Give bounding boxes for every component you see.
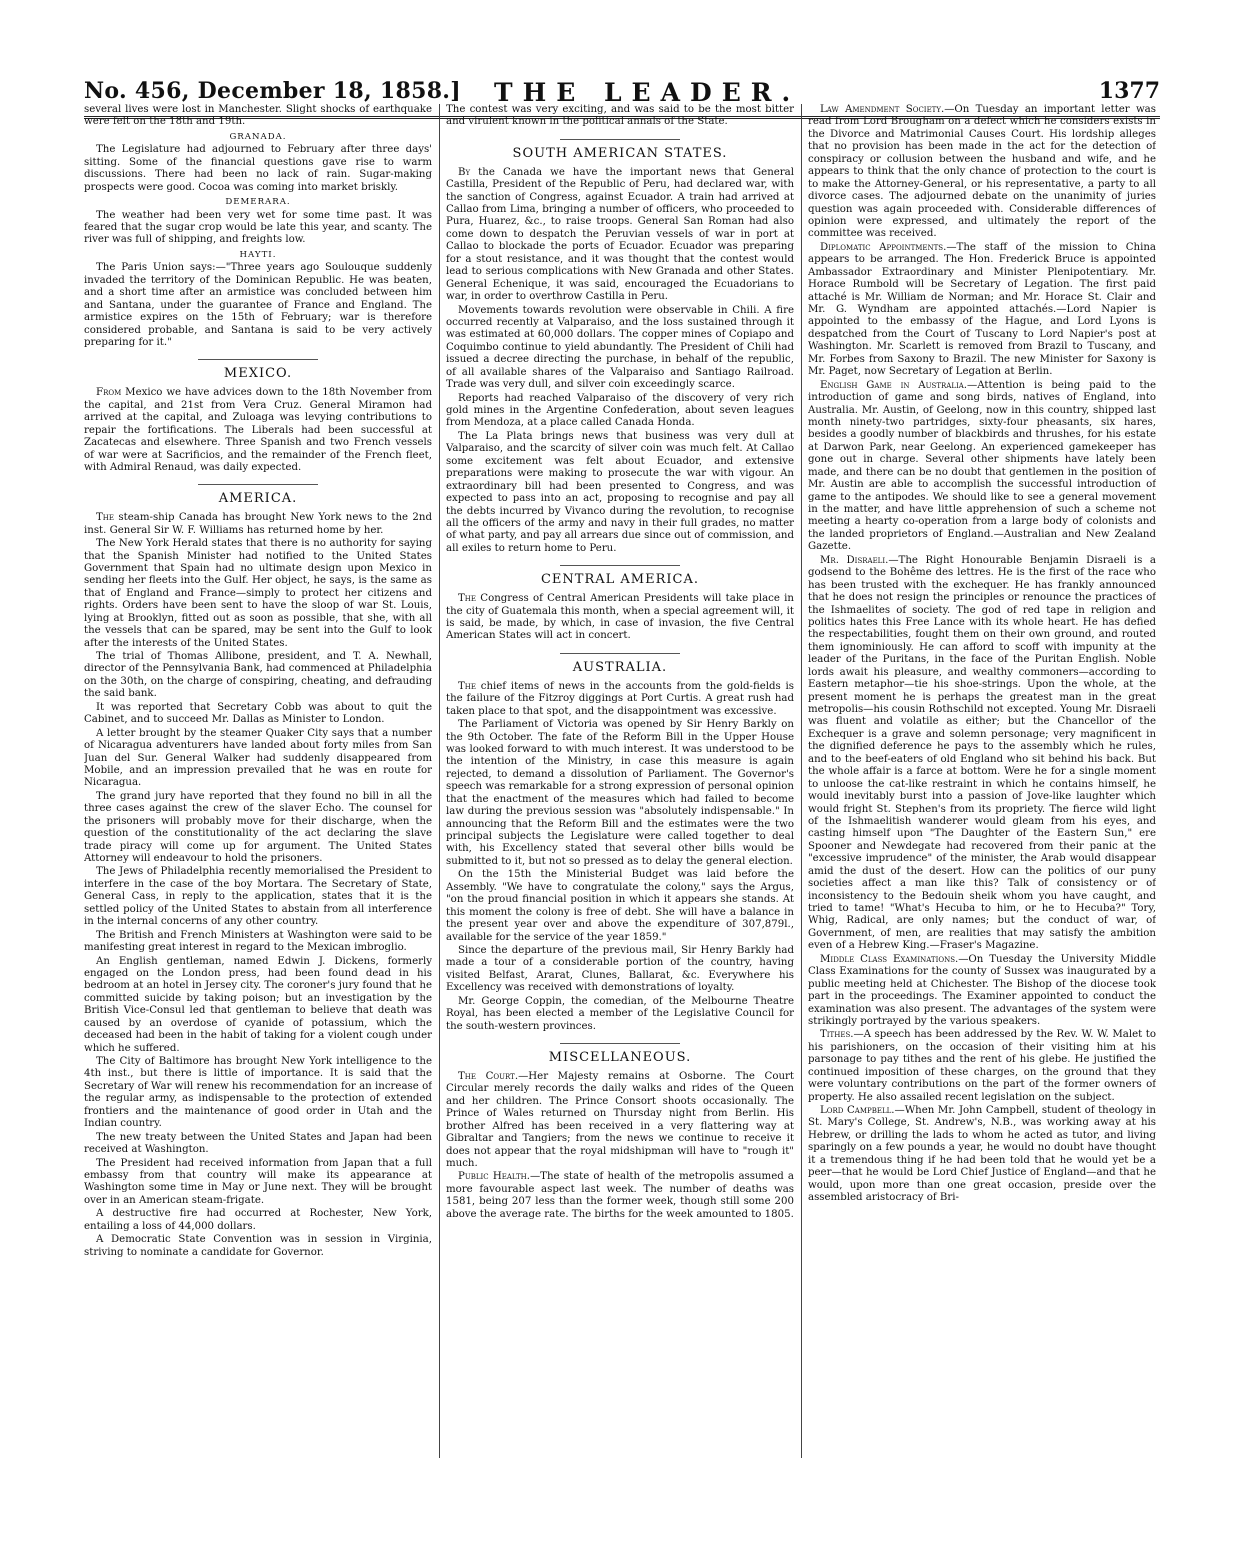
article-paragraph: The contest was very exciting, and was said to be the most bitter and virulent known in the political annals of the State. <box>446 104 794 128</box>
article-paragraph <box>808 954 1156 1029</box>
article-paragraph <box>446 1171 794 1221</box>
article-paragraph: Movements towards revolution were observable in Chili. A fire occurred recently at Valparaiso, and the loss sustained through it was estimated at 60,000 dollars. The copper mines of Copiapo and Coquimbo continue to yield abundantly. The President of Chili had issued a decree directing the purchase, in behalf of the republic, of all available shares of the Valparaiso and Santiago Railroad. Trade was very dull, and silver coin exceedingly scarce. <box>446 304 794 391</box>
article-paragraph <box>808 380 1156 554</box>
article-paragraph: The grand jury have reported that they found no bill in all the three cases against the crew of the slaver Echo. The counsel for the prisoners will probably move for their discharge, when the question of the constitutionality of the act declaring the slave trade piracy will come up for argument. The United States Attorney will endeavour to hold the prisoners. <box>84 790 432 865</box>
lead-word: By <box>458 166 471 178</box>
lead-word: English Game in Australia. <box>820 379 968 391</box>
article-paragraph <box>446 593 794 643</box>
subheading-hayti: HAYTI. <box>239 249 277 260</box>
article-paragraph <box>446 1071 794 1171</box>
column-rule <box>801 104 802 1458</box>
paragraph-text: steam-ship Canada has brought New York news to the 2nd inst. General Sir W. F. Williams has returned home by her. <box>84 512 432 536</box>
lead-word: The <box>96 512 115 524</box>
article-paragraph: The weather had been very wet for some time past. It was feared that the sugar crop would be late this year, and scanty. The river was full of shipping, and freights low. <box>84 209 432 246</box>
column-rule <box>439 104 440 1458</box>
article-paragraph <box>808 104 1156 241</box>
newspaper-page <box>84 60 1160 1480</box>
newspaper-title: THE LEADER. <box>494 78 801 107</box>
article-paragraph: The Jews of Philadelphia recently memorialised the President to interfere in the case of the boy Mortara. The Secretary of State, General Cass, in reply to the application, states that it is the settled policy of the United States to abstain from all interference in the internal concerns of any other country. <box>84 866 432 928</box>
article-paragraph <box>446 681 794 718</box>
section-heading-mexico: MEXICO. <box>84 359 432 382</box>
article-paragraph: The President had received information from Japan that a full embassy from that country will make its appearance at Washington some time in May or June next. They will be brought over in an American steam-frigate. <box>84 1157 432 1206</box>
article-paragraph: It was reported that Secretary Cobb was about to quit the Cabinet, and to succeed Mr. Dallas as Minister to London. <box>84 701 432 726</box>
article-paragraph <box>446 167 794 304</box>
article-paragraph: Since the departure of the previous mail, Sir Henry Barkly had made a tour of a considerable portion of the country, having visited Belfast, Ararat, Clunes, Ballarat, &c. Everywhere his Excellency was received with demonstrations of loyalty. <box>446 944 794 994</box>
paragraph-text: —The staff of the mission to China appears to be arranged. The Hon. Frederick Bruce is appointed Ambassador Extraordinary and Minister Plenipotentiary. Mr. Horace Rumbold will be Secretary of Legation. The first paid attaché is Mr. William de Norman; and Mr. Horace St. Clair and Mr. G. Wyndham are appointed attachés.—Lord Napier is appointed to the embassy of the Hague, and Lord Lyons is despatched from the Court of Tuscany to Lord Napier's post at Washington. Mr. Scarlett is removed from Brazil to Tuscany, and Mr. Forbes from Saxony to Brazil. The new Minister for Saxony is Mr. Paget, now Secretary of Legation at Berlin. <box>808 241 1156 378</box>
article-paragraph: The British and French Ministers at Washington were said to be manifesting great interest in regard to the Mexican imbroglio. <box>84 929 432 954</box>
article-paragraph <box>808 1105 1156 1205</box>
column-middle <box>446 104 794 1458</box>
paragraph-text: —The state of health of the metropolis assumed a more favourable aspect last week. The number of deaths was 1581, being 207 less than the former week, though still some 200 above the average rate. The births for the week amounted to 1805. <box>446 1171 794 1220</box>
article-paragraph: Mr. George Coppin, the comedian, of the Melbourne Theatre Royal, has been elected a member of the Legislative Council for the south-western provinces. <box>446 995 794 1032</box>
paragraph-text: chief items of news in the accounts from the gold-fields is the failure of the Fitzroy diggings at Port Curtis. A great rush had taken place to that spot, and the disappointment was excessive. <box>446 680 794 717</box>
paragraph-text: Congress of Central American Presidents will take place in the city of Guatemala this month, when a special agreement will, it is said, be made, by which, in case of invasion, the five Central American States will act in concert. <box>446 593 794 642</box>
page-number: 1377 <box>1098 78 1160 104</box>
paragraph-text: —On Tuesday an important letter was read from Lord Brougham on a defect which he considers exists in the Divorce and Matrimonial Causes Court. His lordship alleges that no provision has been made in the act for the detection of conspiracy or collusion between the husband and wife, and he appears to think that the only chance of protection to the court is to make the Attorney-General, or his representative, a party to all divorce cases. The adjourned debate on the unanimity of juries question was again proceeded with. Considerable differences of opinion were expressed, and ultimately the report of the committee was received. <box>808 104 1156 240</box>
section-heading-australia: AUSTRALIA. <box>446 653 794 676</box>
subheading-demerara: DEMERARA. <box>225 197 291 208</box>
columns <box>84 104 1160 1458</box>
lead-word: The Court. <box>458 1070 519 1082</box>
article-paragraph: The Parliament of Victoria was opened by Sir Henry Barkly on the 9th October. The fate of the Reform Bill in the Upper House was looked forward to with much interest. It was understood to be the intention of the Ministry, in case this measure is again rejected, to demand a dissolution of Parliament. The Governor's speech was remarkable for a strong expression of personal opinion that the enactment of the measures which had failed to become law during the previous session was "absolutely indispensable." In announcing that the Reform Bill and the estimates were the two principal subjects the Legislature were called together to deal with, his Excellency stated that several other bills would be submitted to it, but not so pressed as to delay the general election. <box>446 719 794 867</box>
article-paragraph: several lives were lost in Manchester. Slight shocks of earthquake were felt on the 18th and 19th. <box>84 104 432 128</box>
lead-word: The <box>458 680 477 692</box>
section-heading-south-american-states: SOUTH AMERICAN STATES. <box>446 139 794 162</box>
article-paragraph: A letter brought by the steamer Quaker City says that a number of Nicaragua adventurers have landed about forty miles from San Juan del Sur. General Walker had suddenly disappeared from Mobile, and an impression prevailed that he was en route for Nicaragua. <box>84 727 432 789</box>
article-paragraph <box>808 1029 1156 1104</box>
lead-word: Tithes. <box>820 1029 854 1041</box>
article-paragraph: A Democratic State Convention was in session in Virginia, striving to nominate a candidate for Governor. <box>84 1234 432 1258</box>
issue-number-date: No. 456, December 18, 1858.] <box>84 78 461 104</box>
paragraph-text: —The Right Honourable Benjamin Disraeli is a godsend to the Bohême des lettres. He is the first of the race who has been trusted with the exchequer. He has frankly announced that he does not resign the principles or renounce the practices of the Ishmaelites of society. The god of red tape in religion and politics hates this Free Lance with its whole heart. He has defied the respectabilities, fought them on their own ground, and routed them ignominiously. He can afford to scoff with impunity at the leader of the Puritans, in the face of the Puritan English. Noble lords await his pleasure, and wealthy commoners—according to Eastern metaphor—tie his shoe-strings. Upon the whole, at the present moment he is perhaps the greatest man in the great metropolis—his cousin Rothschild not excepted. Young Mr. Disraeli was fluent and volatile as either; but the Chancellor of the Exchequer is a grave and solemn personage; very magnificent in the dignified deference he pays to the assembly which he rules, and to the beef-eaters of old England who sit behind his back. But the whole affair is a farce at bottom. Were he for a single moment to unloose the cat-like restraint in which he contains himself, he would inevitably burst into a passion of Jove-like laughter which would fright St. Stephen's from its propriety. The fierce wild light of the Ishmaelitish wanderer would gleam from his eyes, and casting himself upon "The Daughter of the Eastern Sun," ere Spooner and Newdegate had recovered from their panic at the "excessive imprudence" of the minister, the Arab would disappear amid the dust of the desert. How can the politics of our puny societies affect a man like this? Talk of consistency or of inconsistency to the Bedouin sheik whom you have caught, and tried to tame! "What's Hecuba to him, or he to Hecuba?" Tory, Whig, Radical, are only names; but the conduct of war, of Government, of men, are realities that may satisfy the ambition even of a Hebrew King.—Fraser's Magazine. <box>808 554 1156 952</box>
lead-word: Mr. Disraeli. <box>820 554 889 566</box>
article-paragraph: A destructive fire had occurred at Rochester, New York, entailing a loss of 44,000 dollars. <box>84 1208 432 1232</box>
article-paragraph <box>808 555 1156 953</box>
paragraph-text: —A speech has been addressed by the Rev. W. W. Malet to his parishioners, on the occasion of their visiting him at his parsonage to pay tithes and the rent of his glebe. He justified the continued imposition of these charges, on the ground that they were voluntary contributions on the part of the former owners of property. He also assailed recent legislation on the subject. <box>808 1029 1156 1103</box>
column-right <box>808 104 1156 1458</box>
paragraph-text: —Her Majesty remains at Osborne. The Court Circular merely records the daily walks and rides of the Queen and her children. The Prince Consort shoots occasionally. The Prince of Wales returned on Thursday night from Berlin. His brother Alfred has been received in a very flattering way at Gibraltar and Tangiers; from the news we continue to receive it does not appear that the royal midshipman will have to "rough it" much. <box>446 1070 794 1169</box>
article-paragraph: The La Plata brings news that business was very dull at Valparaiso, and the scarcity of silver coin was much felt. At Callao some excitement was felt about Ecuador, and extensive preparations were making to prosecute the war with vigour. An extraordinary bill had been presented to Congress, and was expected to pass into an act, proposing to recognise and pay all the debts incurred by Vivanco during the revolution, to recognise all the officers of the army and navy in their full grades, no matter of what party, and pay all arrears due since out of commission, and all exiles to return home to Peru. <box>446 430 794 554</box>
lead-word: Public Health. <box>458 1171 530 1183</box>
lead-word: The <box>458 593 477 605</box>
article-paragraph: Reports had reached Valparaiso of the discovery of very rich gold mines in the Argentine Confederation, about seven leagues from Mendoza, at a place called Canada Honda. <box>446 392 794 429</box>
section-heading-central-america: CENTRAL AMERICA. <box>446 565 794 588</box>
article-paragraph: The New York Herald states that there is no authority for saying that the Spanish Minister had notified to the United States Government that Spain had no ultimate design upon Mexico in sending her fleets into the Gulf. Her object, he says, is the same as that of England and France—simply to protect her citizens and rights. Orders have been sent to have the sloop of war St. Louis, lying at Brooklyn, fitted out as soon as possible, that she, with all the vessels that can be spared, may be sent into the Gulf to look after the interests of the United States. <box>84 538 432 649</box>
article-paragraph: The Legislature had adjourned to February after three days' sitting. Some of the financial questions gave rise to warm discussions. There had been no lack of rain. Sugar-making prospects were good. Cocoa was coming into market briskly. <box>84 144 432 193</box>
lead-word: Middle Class Examinations. <box>820 953 959 965</box>
section-heading-miscellaneous: MISCELLANEOUS. <box>446 1043 794 1066</box>
article-paragraph: On the 15th the Ministerial Budget was laid before the Assembly. "We have to congratulate the colony," says the Argus, "on the proud financial position in which it appears she stands. At this moment the colony is free of debt. She will have a balance in the present year over and above the expenditure of 307,879l., available for the service of the year 1859." <box>446 869 794 943</box>
article-paragraph: An English gentleman, named Edwin J. Dickens, formerly engaged on the London press, had been found dead in his bedroom at an hotel in Jersey city. The coroner's jury found that he committed suicide by taking poison; but an investigation by the British Vice-Consul led that gentleman to believe that death was caused by an overdose of cyanide of potassium, which the deceased had been in the habit of taking for a violent cough under which he suffered. <box>84 955 432 1054</box>
article-paragraph <box>808 242 1156 379</box>
paragraph-text: —When Mr. John Campbell, student of theology in St. Mary's College, St. Andrew's, N.B., was working away at his Hebrew, or drilling the lads to whom he acted as tutor, and living sparingly on a few pounds a year, he would no doubt have thought it a tremendous thing if he had been told that he would yet be a peer—that he would be Lord Chief Justice of England—and that he would, upon more than one great occasion, preside over the assembled aristocracy of Bri- <box>808 1105 1156 1204</box>
article-paragraph <box>84 387 432 474</box>
paragraph-text: Mexico we have advices down to the 18th November from the capital, and 21st from Vera Cruz. General Miramon had arrived at the capital, and Zuloaga was levying contributions to repair the fortifications. The Liberals had been successful at Zacatecas and elsewhere. Three Spanish and two French vessels of war were at Sacrificios, and the remainder of the French fleet, with Admiral Renaud, was daily expected. <box>84 387 432 473</box>
column-left <box>84 104 432 1458</box>
section-heading-america: AMERICA. <box>84 484 432 507</box>
paragraph-text: —On Tuesday the University Middle Class Examinations for the county of Sussex was inaugurated by a public meeting held at Chichester. The Bishop of the diocese took part in the proceedings. The Examiner appointed to conduct the examination was also present. The advantages of the system were strikingly portrayed by the various speakers. <box>808 953 1156 1027</box>
lead-word: From <box>96 387 122 399</box>
lead-word: Lord Campbell. <box>820 1105 895 1116</box>
lead-word: Law Amendment Society. <box>820 104 945 115</box>
article-paragraph <box>84 512 432 537</box>
article-paragraph: The trial of Thomas Allibone, president, and T. A. Newhall, director of the Pennsylvania Bank, had commenced at Philadelphia on the 30th, on the charge of conspiring, cheating, and defrauding the said bank. <box>84 651 432 700</box>
article-paragraph: The new treaty between the United States and Japan had been received at Washington. <box>84 1131 432 1156</box>
article-paragraph: The Paris Union says:—"Three years ago Soulouque suddenly invaded the territory of the Dominican Republic. He was beaten, and a short time after an armistice was concluded between him and Santana, under the guarantee of France and England. The armistice expires on the 15th of February; war is therefore considered probable, and Santana is said to be very actively preparing for it." <box>84 262 432 349</box>
subheading-granada: GRANADA. <box>229 131 287 142</box>
paragraph-text: the Canada we have the important news that General Castilla, President of the Republic of Peru, had declared war, with the sanction of Congress, against Ecuador. A train had arrived at Callao from Lima, bringing a number of officers, who proceeded to Pura, Huarez, &c., to raise troops. General San Roman had also come down to despatch the Peruvian vessels of war in port at Callao to blockade the ports of Ecuador. Ecuador was preparing for a stout resistance, and it was thought that the contest would lead to serious complications with New Granada and other States. General Echenique, it was said, encouraged the Ecuadorians to war, in order to overthrow Castilla in Peru. <box>446 166 794 303</box>
article-paragraph: The City of Baltimore has brought New York intelligence to the 4th inst., but there is little of importance. It is said that the Secretary of War will renew his recommendation for an increase of the regular army, as indispensable to the protection of extended frontiers and the maintenance of good order in Utah and the Indian country. <box>84 1056 432 1130</box>
lead-word: Diplomatic Appointments. <box>820 241 947 253</box>
paragraph-text: —Attention is being paid to the introduction of game and song birds, natives of England, into Australia. Mr. Austin, of Geelong, now in this country, shipped last month ninety-two partridges, sixty-four pheasants, six hares, besides a goodly number of blackbirds and thrushes, for his estate at Darwon Park, near Geelong. An experienced gamekeeper has gone out in charge. Several other shipments have lately been made, and there can be no doubt that gentlemen in the position of Mr. Austin are able to accomplish the successful introduction of game to the antipodes. We should like to see a general movement in the matter, and have little apprehension of such a scheme not meeting a hearty co-operation from a large body of colonists and the landed proprietors of England.—Australian and New Zealand Gazette. <box>808 379 1156 553</box>
